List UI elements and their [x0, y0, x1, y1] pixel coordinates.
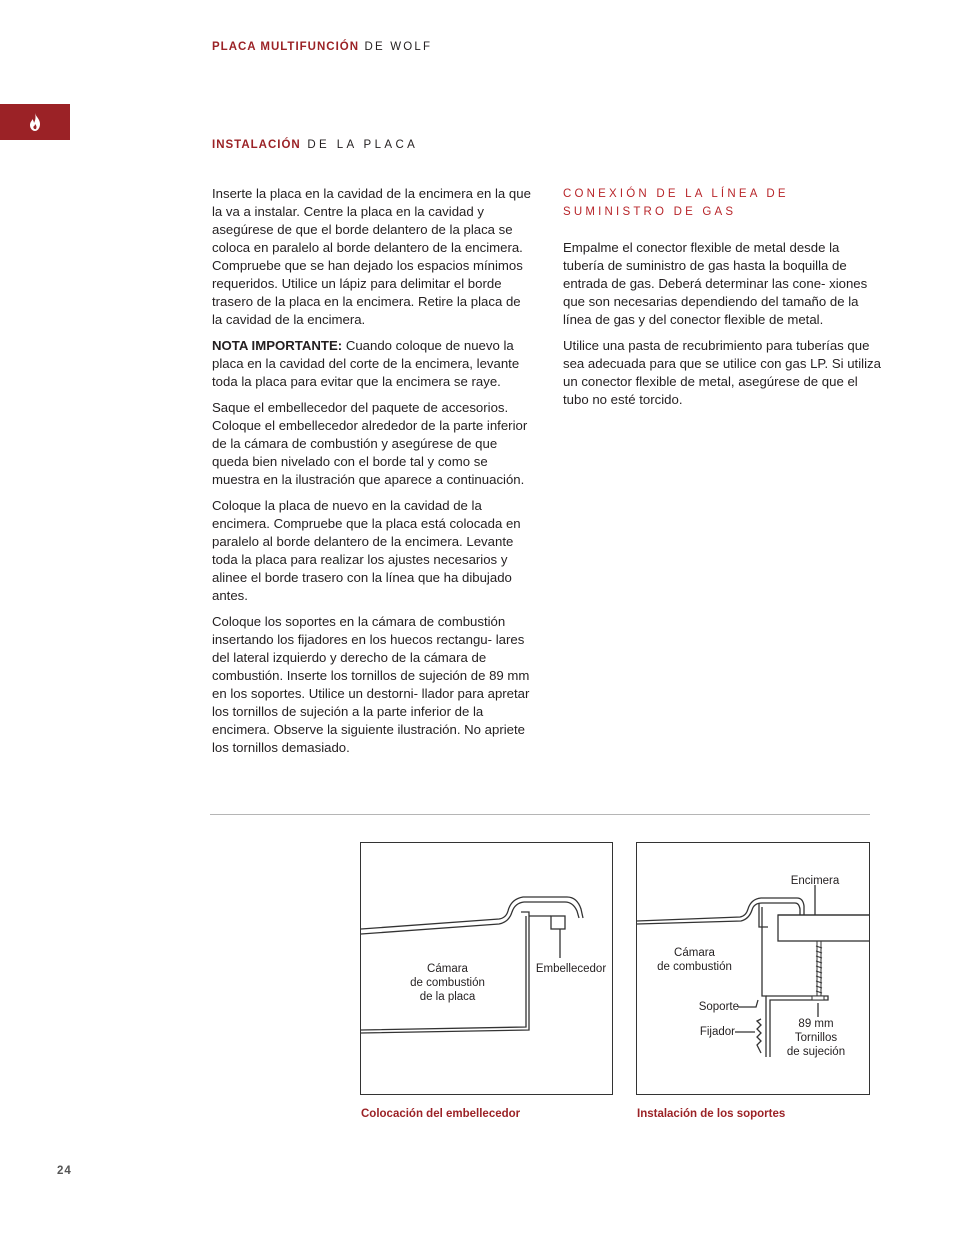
combustion-chamber-label: Cámara de combustión de la placa [410, 963, 485, 1003]
figure2-caption: Instalación de los soportes [637, 1108, 786, 1120]
bracket-installation-figure [636, 842, 870, 1095]
gas-line-subheading: CONEXIÓN DE LA LÍNEA DE SUMINISTRO DE GAS [563, 188, 789, 218]
paragraph: Coloque la placa de nuevo en la cavidad de la encimera. Compruebe que la placa está colocada en paralelo al borde delantero de la encimera. Levante toda la placa para realizar los ajustes necesarios y alinee el borde trasero con la línea que ha dibujado antes. [212, 498, 521, 603]
paragraph: Empalme el conector flexible de metal desde la tubería de suministro de gas hasta la boquilla de entrada de gas. Deberá determinar las cone- xiones que son necesarias dependiendo del tamaño de la línea de gas y del conector flexible de metal. [563, 240, 868, 327]
section-tab [0, 104, 70, 140]
paragraph: Inserte la placa en la cavidad de la encimera en la que la va a instalar. Centre la placa en la cavidad y asegúrese de que el borde delantero de la placa se coloca en paralelo al borde delantero de la encimera. Compruebe que se han dejado los espacios mínimos requeridos. Utilice un lápiz para delimitar el borde trasero de la placa en la encimera. Retire la placa de la cavidad de la encimera. [212, 186, 531, 327]
divider [210, 814, 870, 815]
screws-label: 89 mm Tornillos de sujeción [786, 1018, 846, 1058]
section-title-rest: DE LA PLACA [307, 139, 419, 151]
section-title [212, 139, 418, 151]
fastener-label: Fijador [699, 1026, 735, 1038]
paragraph: Coloque los soportes en la cámara de combustión insertando los fijadores en los huecos rectangu- lares del lateral izquierdo y derecho de la cámara de combustión. Inserte los tornillos de sujeción de 89 mm en los soportes. Utilice un destorni- llador para apretar los tornillos de sujeción a la parte inferior de la encimera. Observe la siguiente ilustración. No apriete los tornillos demasiado. [212, 614, 530, 755]
flame-icon [28, 113, 42, 131]
note-label: NOTA IMPORTANTE: [212, 338, 343, 353]
combustion-chamber-label: Cámara de combustión [657, 947, 732, 973]
left-column [212, 185, 534, 765]
header-brand: PLACA MULTIFUNCIÓN [212, 41, 360, 53]
paragraph: Utilice una pasta de recubrimiento para tuberías que sea adecuada para que se utilice con gas LP. Si utiliza un conector flexible de metal, asegúrese de que el tubo no esté torcido. [563, 338, 881, 407]
figure1-caption: Colocación del embellecedor [361, 1108, 521, 1120]
header-rest: DE WOLF [364, 41, 433, 53]
running-header [212, 41, 432, 53]
page-number: 24 [57, 1165, 72, 1177]
trim-label: Embellecedor [535, 963, 607, 975]
countertop-label: Encimera [790, 875, 840, 887]
section-title-strong: INSTALACIÓN [212, 139, 301, 151]
note-text: Cuando coloque de nuevo la placa en la cavidad del corte de la encimera, levante toda la placa para evitar que la encimera se raye. [212, 338, 520, 389]
trim-placement-figure [360, 842, 613, 1095]
right-column [563, 185, 883, 417]
bracket-label: Soporte [698, 1001, 739, 1013]
important-note [212, 337, 534, 391]
paragraph: Saque el embellecedor del paquete de accesorios. Coloque el embellecedor alrededor de la parte inferior de la cámara de combustión y asegúrese de que queda bien nivelado con el borde tal y como se muestra en la ilustración que aparece a continuación. [212, 400, 528, 487]
